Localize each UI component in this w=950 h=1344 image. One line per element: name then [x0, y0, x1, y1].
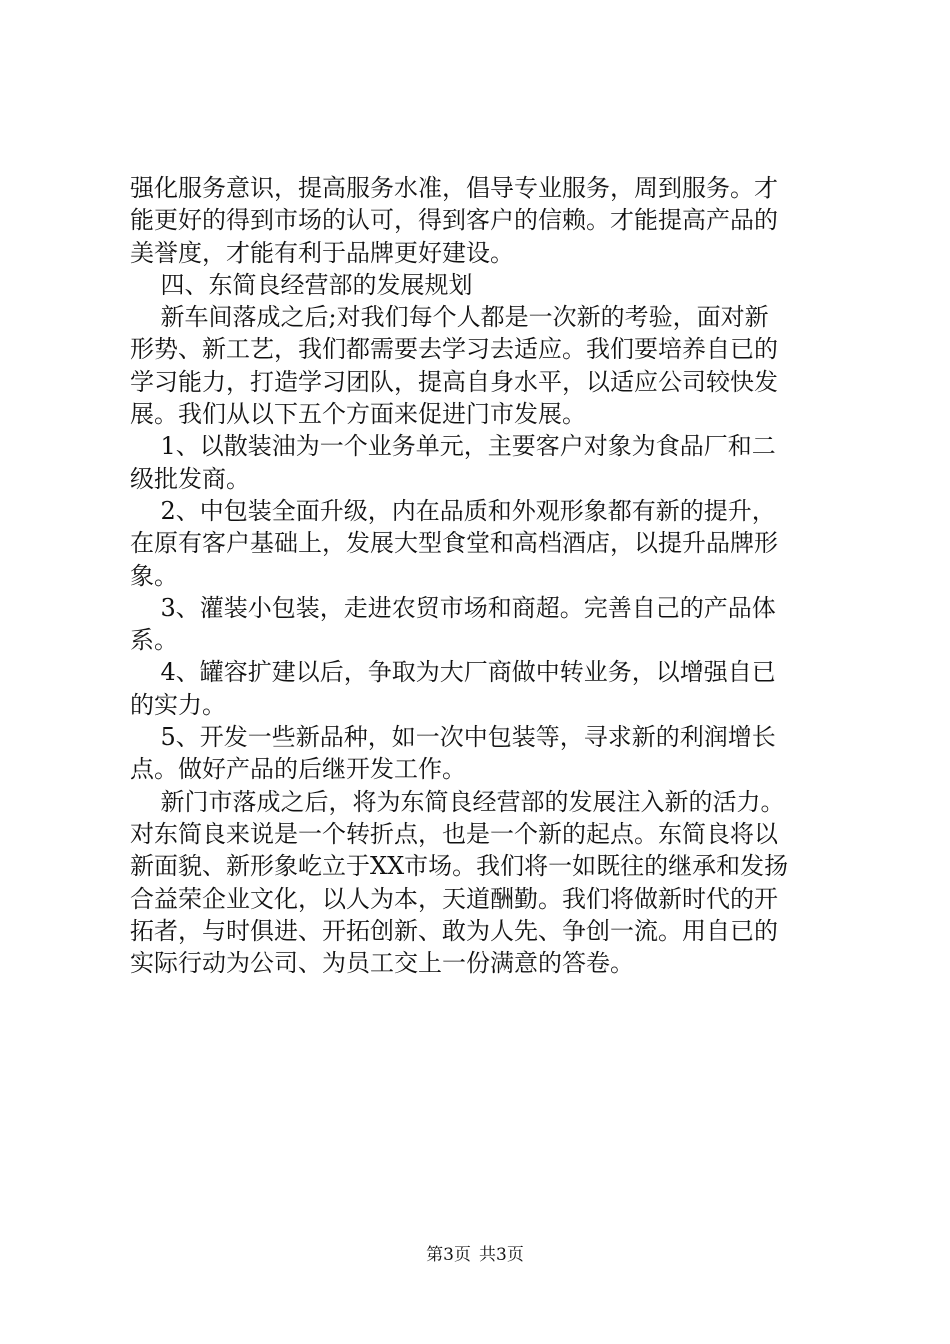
text-line: 象。	[130, 561, 178, 590]
text-line: 学习能力，打造学习团队，提高自身水平，以适应公司较快发	[130, 367, 778, 396]
list-item-line: 2、中包装全面升级，内在品质和外观形象都有新的提升，	[130, 496, 776, 525]
text-line: 形势、新工艺，我们都需要去学习去适应。我们要培养自已的	[130, 335, 778, 364]
text-line: 实际行动为公司、为员工交上一份满意的答卷。	[130, 949, 634, 978]
text-line: 美誉度，才能有利于品牌更好建设。	[130, 238, 514, 267]
list-item-line: 4、罐容扩建以后，争取为大厂商做中转业务，以增强自已	[130, 658, 776, 687]
text-line: 级批发商。	[130, 464, 250, 493]
list-item-line: 5、开发一些新品种，如一次中包装等，寻求新的利润增长	[130, 723, 776, 752]
text-line: 对东简良来说是一个转折点，也是一个新的起点。东简良将以	[130, 819, 778, 848]
text-line: 的实力。	[130, 690, 226, 719]
text-line: 系。	[130, 626, 178, 655]
text-line: 展。我们从以下五个方面来促进门市发展。	[130, 400, 586, 429]
text-line: 强化服务意识，提高服务水准，倡导专业服务，周到服务。才	[130, 174, 778, 202]
text-line: 在原有客户基础上，发展大型食堂和高档酒店，以提升品牌形	[130, 529, 778, 558]
page-number-total: 共3页	[479, 1245, 524, 1265]
list-item-line: 3、灌装小包装，走进农贸市场和商超。完善自己的产品体	[130, 593, 776, 622]
list-item-line: 1、以散装油为一个业务单元，主要客户对象为食品厂和二	[130, 432, 776, 461]
section-heading: 四、东简良经营部的发展规划	[130, 270, 473, 299]
text-line: 能更好的得到市场的认可，得到客户的信赖。才能提高产品的	[130, 206, 778, 235]
text-line: 新门市落成之后，将为东简良经营部的发展注入新的活力。	[130, 787, 785, 816]
page-footer	[0, 1244, 950, 1266]
page-number-current: 第3页	[426, 1245, 471, 1265]
text-line: 新车间落成之后;对我们每个人都是一次新的考验，面对新	[130, 303, 769, 332]
text-line: 点。做好产品的后继开发工作。	[130, 755, 466, 784]
text-line: 合益荣企业文化，以人为本，天道酬勤。我们将做新时代的开	[130, 884, 778, 913]
text-line: 新面貌、新形象屹立于XX市场。我们将一如既往的继承和发扬	[130, 852, 789, 881]
text-line: 拓者，与时俱进、开拓创新、敢为人先、争创一流。用自已的	[130, 916, 778, 945]
document-body	[130, 172, 842, 979]
